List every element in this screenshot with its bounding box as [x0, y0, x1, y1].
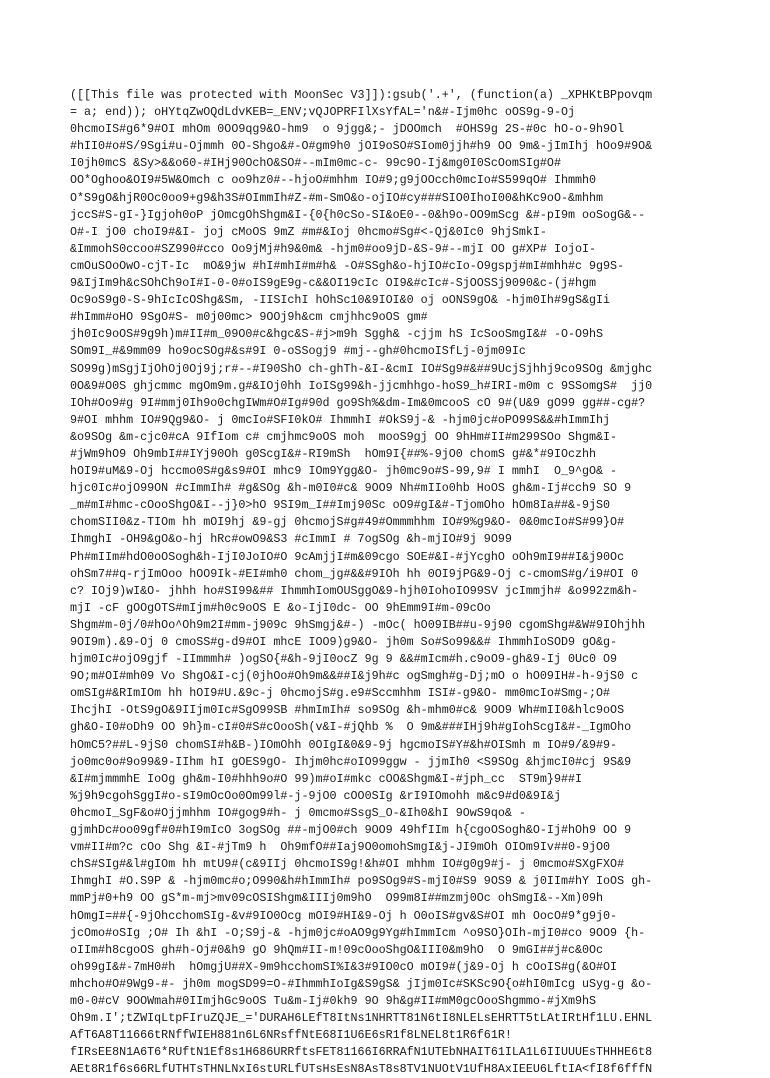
obfuscated-lua-code: ([[This file was protected with MoonSec V3]]):gsub('.+', (function(a) _XPHKtBPpovqm = a; end)); oHYtqZwOQdLdvKEB=_ENV;vQJOPRFIlXsYfAL='n&#-Ijm0hc oOS9g-9-Oj 0hcmoIS#g6*9#OI mhOm 0OO9qg9&O-hm9 o 9jgg&;- jDOOmch #OHS9g 2S-#0c hO-o-9h9Ol #hII0#o#S/9Sgi#u-Ojmmh 0O-Shgo&#-O#gm9h0 jOI9oSO#SIom0jjh#h9 OO 9m&-jImIhj hOo9#9O& I0jh0mcS &Sy>&&o60-#IHj90OchO&SO#--mIm0mc-c- 99c9O-Ij&mg0I0ScOomSIg#O# OO*Oghoo&OI9#5W&Omch c oo9hz0#--hjoO#mhhm IO#9;g9jOOcch0mcIo#S599qO# Ihmmh0 O*S9gO&hjR0Oc0oo9+g9&h3S#OImmIh#Z-#m-SmO&o-ojIO#cy###SIO0IhoI00&hKc9oO-&mhhm jccS#S-gI-}Igjoh0oP jOmcgOhShgm&I-{0{h0cSo-SI&oE0--0&h9o-OO9mScg &#-pI9m ooSogG&-- O#-I jO0 choI9#&I- joj cMoOS 9mZ #m#&Ioj 0hcmo#Sg#<-Qj&0Ic0 9hjSmkI- &ImmohS0ccoo#SZ990#cco Oo9jMj#h9&0m& -hjm0#oo9jD-&S-9#--mjI OO g#XP# IojoI- cmOuSOoOwO-cjT-Ic mO&9jw #hI#mhI#m#h& -O#SSgh&o-hjIO#cIo-O9gspj#mI#mhh#c 9g9S- 9&IjIm9h&cSOhCh9oI#I-0-0#oIS9gE9g-c&&OI19cIc OI9&#cIc#-SjOOSSj9090&c-(j#hgm Oc9oS9g0-S-9hIcIcOShg&Sm, -IISIchI hOhSc10&9IOI&0 oj oONS9gO& -hjm0Ih#9gS&gIi #hImm#oHO 9SgO#S- m0j00mc> 9OOj9h&cm cmjhhc9oOS gm# jh0Ic9oOS#9g9h)m#II#m_09O0#c&hgc&S-#j>m9h Sggh& -cjjm hS IcSooSmgI&# -O-O9hS SOm9I_#&9mm09 ho9ocSOg#&s#9I 0-oSSogj9 #mj--gh#0hcmoISfLj-0jm09Ic SO99g)mSgjIjOhOj0Oj9j;r#--#I90ShO ch-ghTh-&I-&cmI IO#Sg9#&##9UcjSjhhj9co9SOg &mjghc 0O&9#O0S ghjcmmc mgOm9m.g#&IOj0hh IoISg99&h-jjcmhhgo-hoS9_h#IRI-m0m c 9SSomgS# jj0 IOh#Oo9#g 9I#mmj0Ih9o0chgIWm#O#Ig#90d go9Sh%&dm-Im&0mcooS cO 9#(U&9 gO99 gg##-cg#? 9#OI mhhm IO#9Qg9&O- j 0mcIo#SFI0kO# IhmmhI #OkS9j-& -hjm0jc#oPO99S&&#hImmIhj &o9SOg &m-cjc0#cA 9IfIom c# cmjhmc9oOS moh mooS9gj OO 9hHm#II#m299SOo Shgm&I- #jWm9hO9 Oh9mbI##IYj90Oh g0ScgI&#-RI9mSh hOm9I{##%-9jO0 chomS g#&*#9IOczhh hOI9#uM&9-Oj hccmo0S#g&s9#OI mhc9 IOm9Ygg&O- jh0mc9o#S-99,9# I mmhI O_9^gO& - hjc0Ic#ojO99ON #cImmIh# #g&SOg &h-m0I0#c& 9OO9 Nh#mIIo0hb HoOS gh&m-Ij#cch9 SO 9 _m#mI#hmc-cOooShgO&I--j}0>hO 9SI9m_I##Imj90Sc oO9#gI&#-TjomOho hOm8Ia##&-9jS0 chomSII0&z-TIOm hh mOI9hj &9-gj 0hcmojS#g#49#Ommmhhm IO#9%g9&O- 0&0mcIo#S#99}O# IhmghI -OH9&gO&o-hj hRc#owO9&S3 #cImmI # 7ogSOg &h-mjIO#9j 9O99 Ph#mIIm#hdO0oOSogh&h-IjI0JoIO#O 9cAmjjI#m&09cgo SOE#&I-#jYcghO oOh9mI9##I&j90Oc ohSm7##q-rjImOoo hOO9Ik-#EI#mh0 chom_jg#&&#9IOh hh 0OI9jPG&9-Oj c-cmomS#g/i9#OI 0 c? IOj9)wI&O- jhhh ho#SI99&## IhmmhIomOUSggO&9-hjh0IohoIO99SV jcImmjh# &o992zm&h- mjI -cF gOOgOTS#mIjm#h0c9oOS E &o-IjI0dc- OO 9hEmm9I#m-09cOo Shgm#m-0j/0#hOo^Oh9m2I#mm-j909c 9hSmgj&#-) -mOc( hO09IB##u-9j90 cgomShg#&W#9IOhjhh 9OI9m).&9-Oj 0 cmoSS#g-d9#OI mhcE IOO9)g9&O- jh0m So#So99&&# IhmmhIoSOD9 gO&g- hjm0Ic#ojO9gjf -IImmmh# )ogSO{#&h-9jI0ocZ 9g 9 &&#mIcm#h.c9oO9-gh&9-Ij 0Uc0 O9 9O;m#OI#mh09 Vo ShgO&I-cj(0jhOo#Oh9m&&##I&j9h#c ogSmgh#g-Dj;mO o hO09IH#-h-9jS0 c omSIg#&RImIOm hh hOI9#U.&9c-j 0hcmojS#g.e9#Sccmhhm ISI#-g9&O- mm0mcIo#Smg-;O# IhcjhI -OtS9gO&9IIjm0Ic#SgO99SB #hmImIh# so9SOg &h-mhm0#c& 9OO9 Wh#mII0&hlc9oOS gh&O-I0#oDh9 OO 9h}m-cI#0#S#cOooSh(v&I-#jQhb % O 9m&###IHj9h#gIohScgI&#-_IgmOho hOmC5?##L-9jS0 chomSI#h&B-)IOmOhh 0OIgI&0&9-9j hgcmoIS#Y#&h#OISmh m IO#9/&9#9- jo0mc0o#9o99&9-IIhm hI gOES9gO- Ihjm0hc#oIO99ggw - jjmIh0 <S9SOg &hjmcI0#cj 9S&9 &I#mjmmmhE IoOg gh&m-I0#hhh9o#O 99)m#oI#mkc cOO&Shgm&I-#jph_cc ST9m}9##I %j9h9cgohSggI#o-sI9mOcOo0Om99l#-j-9jO0 cOO0SIg &rI9IOmohh m&c9#d0&9I&j 0hcmoI_SgF&o#Ojjmhhm IO#gog9#h- j 0mcmo#SsgS_O-&Ih0&hI 9OwS9qo& - gjmhDc#oo09gf#0#hI9mIcO 3ogSOg ##-mjO0#ch 9OO9 49hfIIm h{cgoOSogh&O-Ij#hOh9 OO 9 vm#II#m?c cOo Shg &I-#jTm9 h Oh9mfO##Iaj9O0omohSmgI&j-JI9mOh OIOm9Iv##0-9jO0 chS#SIg#&l#gIOm hh mtU9#(c&9IIj 0hcmoIS9g!&h#OI mhhm IO#g0g9#j- j 0mcmo#SXgFXO# IhmghI #O.S9P & -hjm0mc#o;O990&h#hImmIh# po9SOg9#S-mjI0#S9 9OS9 & j0IIm#hY IoOS gh- mmPj#0+h9 OO gS*m-mj>mv09cOSIShgm&IIIj0m9hO O99m8I##mzmj0Oc ohSmgI&--Xm)09h hOmgI=##{-9jOhcchomSIg-&v#9IO0Ocg mOI9#HI&9-Oj h O0oIS#gv&S#OI mh OocO#9*g9j0- jcOmo#oSIg ;O# Ih &hI -O;S9j-& -hjm0jc#oAO9g9Yg#hImmIcm ^o9SO}OIh-mjI0#co 9OO9 {h- oIIm#h8cgoOS gh#h-Oj#0&h9 gO 9hQm#II-m!09cOooShgO&III0&m9hO O 9mGI##j#c&0Oc oh99gI&#-7mH0#h hOmgjU##X-9m9hcchomSI%I&3#9IO0cO mOI9#(j&9-Oj h cOoIS#g(&O#OI mhcho#O#9Wg9-#- jh0m mogSD99=O-#IhmmhIoIg&S9gS& jIjm0Ic#SKSc9O{o#hI0mIcg uSyg-g &o- m0-0#cV 9OOWmah#0IImjhGc9oOS Tu&m-Ij#0kh9 9O 9h&g#II#mM0gcOooShgmmo-#jXm9hS Oh9m.I';tZWIqLtpFIruZQJE_='DURAH6LEfT8ItNs1NHRTT81N6tI8NLELsEHRTT5tLAtIRtHf1LU.EHNL AfT6A8T11666tRNffWIEH881n6L6NRsffNtE68I1U6E6sR1f8LNEL8t1R6f61R! fIRsEE8N1A6T6*RUftN1Ef8s1H686URRftsFET81166I6RRAfN1UTEbNHAIT61ILA1L6IIUUUEsTHHHE6t8 AEt8R1f6s66RLfUTHTsTHNLNxI6stURLfUTsHsEsN8AsT8s8TV1NUOtV1UfH8AxIEEU6LftIA<fI8f6fffN [70, 88, 653, 1077]
